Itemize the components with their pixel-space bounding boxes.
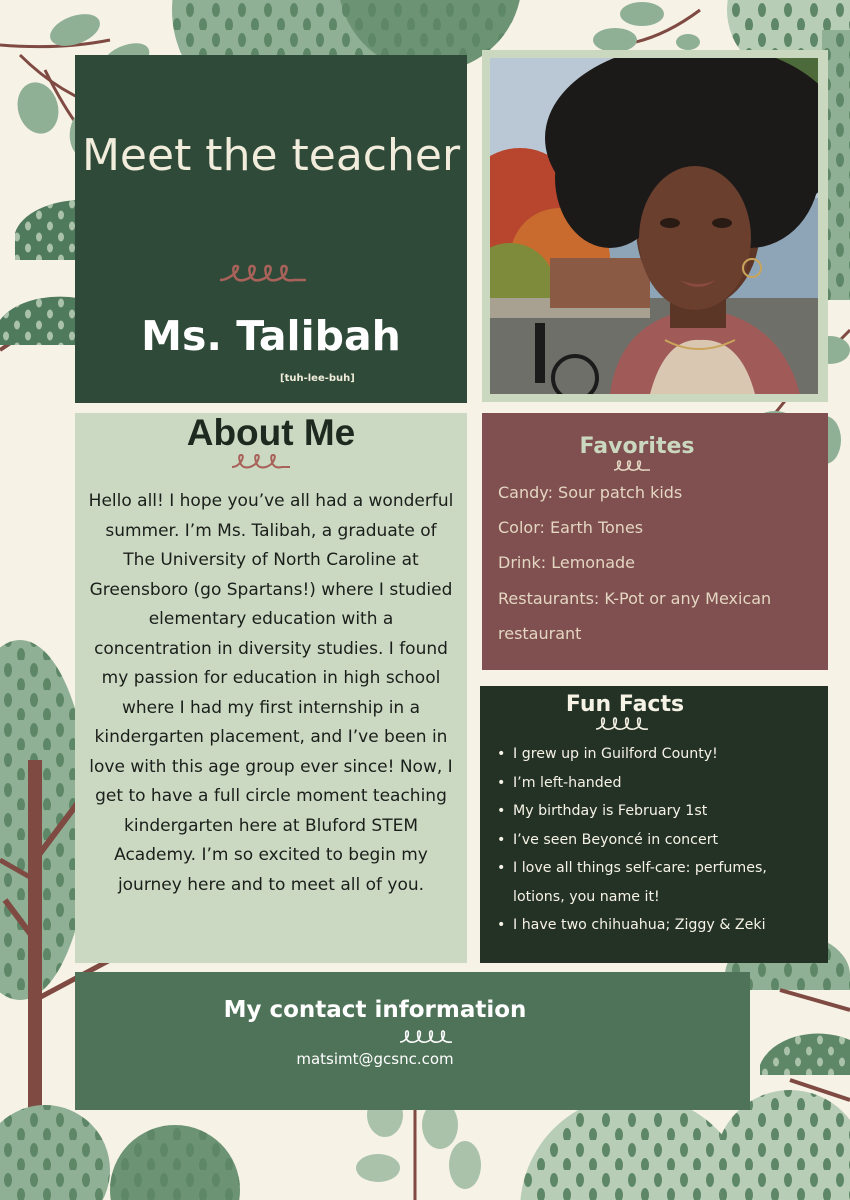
favorites-title: Favorites [579,434,695,459]
teacher-photo [490,58,818,394]
list-item: • I grew up in Guilford County! [497,740,822,769]
teacher-name: Ms. Talibah [141,312,401,360]
fun-facts-list [497,740,822,940]
squiggle-divider-icon [612,459,652,473]
squiggle-divider-icon [398,1029,454,1045]
page-title: Meet the teacher [81,130,461,181]
list-item: • My birthday is February 1st [497,797,822,826]
favorite-drink: Drink: Lemonade [498,553,636,572]
contact-title: My contact information [223,997,527,1023]
contact-email-link[interactable]: matsimt@gcsnc.com [296,1050,454,1068]
favorite-restaurants-cont: restaurant [498,624,582,643]
list-item: • I’ve seen Beyoncé in concert [497,826,822,855]
list-item: • I have two chihuahua; Ziggy & Zeki [497,911,822,940]
list-item: • I love all things self-care: perfumes, lotions, you name it! [497,854,822,911]
name-pronunciation: [tuh-lee-buh] [280,373,355,384]
squiggle-divider-icon [594,716,650,732]
squiggle-divider-icon [230,452,292,472]
leaf-branch-icon [593,2,700,52]
about-title: About Me [186,412,356,453]
about-body: Hello all! I hope you’ve all had a wonderful summer. I’m Ms. Talibah, a graduate of The University of North Caroline at Greensboro (go Spartans!) where I studied elementary education with a concentration in diversity studies. I found my passion for education in high school where I had my first internship in a kindergarten placement, and I’ve been in love with this age group ever since! Now, I get to have a full circle moment teaching kindergarten here at Bluford STEM Academy. I’m so excited to begin my journey here and to meet all of you. [88,491,454,895]
squiggle-divider-icon [218,262,308,286]
favorite-candy: Candy: Sour patch kids [498,483,683,502]
favorite-color: Color: Earth Tones [498,518,644,537]
favorite-restaurants: Restaurants: K-Pot or any Mexican [498,589,772,608]
fun-facts-title: Fun Facts [565,692,685,717]
list-item: • I’m left-handed [497,769,822,798]
